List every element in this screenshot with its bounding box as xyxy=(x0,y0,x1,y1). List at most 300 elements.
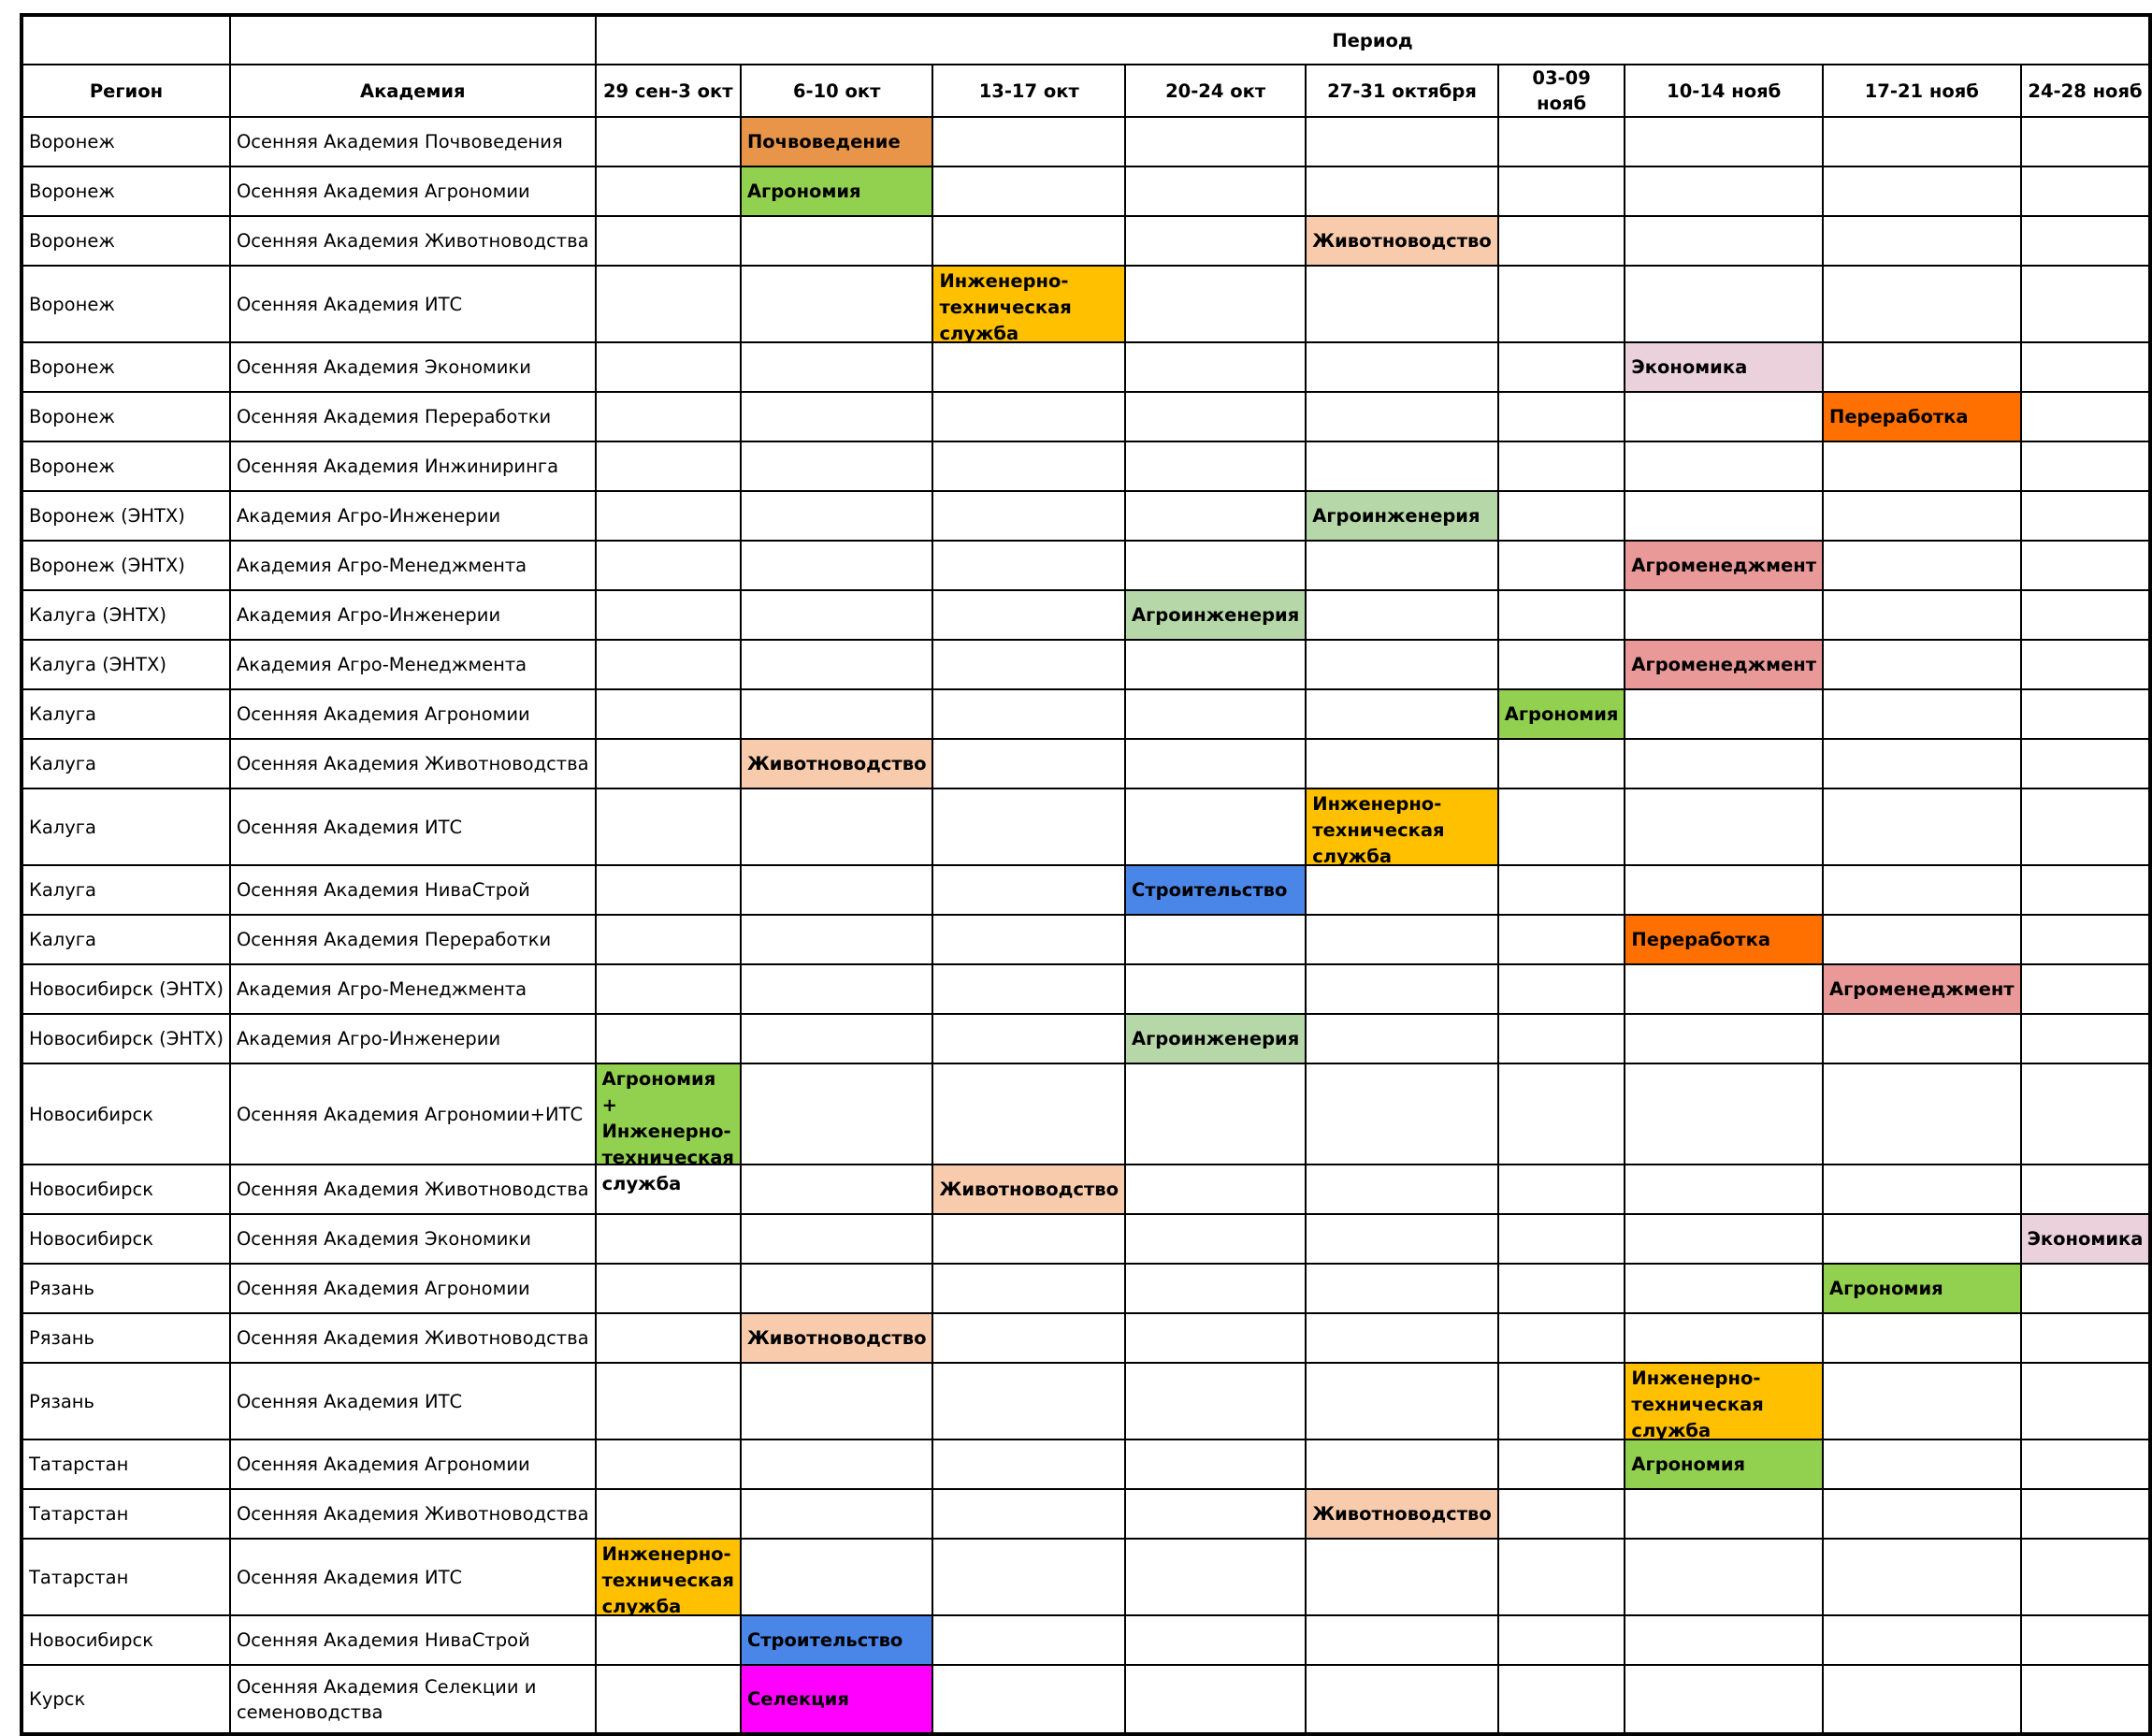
academy-cell: Осенняя Академия НиваСтрой xyxy=(230,1615,596,1665)
academy-cell: Академия Агро-Менеджмента xyxy=(230,541,596,590)
region-cell: Калуга xyxy=(22,739,230,788)
event-cell xyxy=(1625,915,1823,964)
empty-cell xyxy=(1625,491,1823,541)
empty-cell xyxy=(1498,1264,1625,1313)
table-row xyxy=(22,1313,2150,1363)
week-header: 17-21 нояб xyxy=(1823,65,2021,117)
empty-cell xyxy=(1306,541,1498,590)
empty-cell xyxy=(2021,1363,2151,1439)
event-cell xyxy=(2021,1214,2151,1264)
region-cell: Воронеж xyxy=(22,441,230,491)
event-label: Строительство xyxy=(1132,879,1288,901)
empty-cell xyxy=(1306,117,1498,166)
region-cell: Воронеж xyxy=(22,266,230,342)
empty-cell xyxy=(1125,915,1306,964)
empty-cell xyxy=(1306,1439,1498,1489)
region-cell: Воронеж xyxy=(22,117,230,166)
empty-cell xyxy=(1125,117,1306,166)
empty-cell xyxy=(1823,1014,2021,1063)
empty-cell xyxy=(741,216,933,266)
empty-cell xyxy=(741,1489,933,1539)
empty-cell xyxy=(1306,342,1498,392)
empty-cell xyxy=(1498,1363,1625,1439)
empty-cell xyxy=(1125,1165,1306,1214)
empty-cell xyxy=(596,689,741,739)
table-row xyxy=(22,441,2150,491)
event-label: Агрономия xyxy=(1829,1278,1943,1299)
empty-cell xyxy=(1498,590,1625,640)
empty-cell xyxy=(932,1489,1125,1539)
empty-cell xyxy=(1823,342,2021,392)
academy-cell: Осенняя Академия Переработки xyxy=(230,915,596,964)
event-label: Экономика xyxy=(2027,1228,2144,1250)
event-cell xyxy=(741,739,933,788)
empty-cell xyxy=(1498,865,1625,915)
academy-cell: Академия Агро-Инженерии xyxy=(230,590,596,640)
empty-cell xyxy=(1823,1313,2021,1363)
empty-cell xyxy=(1306,1165,1498,1214)
event-cell xyxy=(1625,342,1823,392)
region-cell: Калуга xyxy=(22,915,230,964)
academy-cell: Осенняя Академия Животноводства xyxy=(230,1165,596,1214)
academy-cell: Осенняя Академия Агрономии xyxy=(230,689,596,739)
empty-cell xyxy=(1125,689,1306,739)
region-cell: Новосибирск xyxy=(22,1165,230,1214)
week-header: 03-09 нояб xyxy=(1498,65,1625,117)
event-label: Агроменеджмент xyxy=(1631,555,1817,576)
empty-cell xyxy=(1498,788,1625,865)
event-cell xyxy=(1125,590,1306,640)
region-cell: Воронеж xyxy=(22,166,230,216)
event-label: Инженерно-техническая служба xyxy=(1631,1367,1764,1441)
empty-cell xyxy=(1498,216,1625,266)
event-cell xyxy=(1306,788,1498,865)
empty-cell xyxy=(1625,1313,1823,1363)
event-label: Строительство xyxy=(746,1629,903,1651)
event-label: Агроинженерия xyxy=(1312,505,1480,527)
column-header-academy: Академия xyxy=(230,65,596,117)
empty-cell xyxy=(1306,739,1498,788)
academy-cell: Осенняя Академия Экономики xyxy=(230,1214,596,1264)
empty-cell xyxy=(2021,392,2151,441)
column-headers-row xyxy=(22,65,2150,117)
empty-cell xyxy=(1625,1539,1823,1615)
empty-cell xyxy=(1306,1363,1498,1439)
empty-cell xyxy=(1823,640,2021,689)
empty-cell xyxy=(932,788,1125,865)
event-cell xyxy=(596,1539,741,1615)
empty-cell xyxy=(2021,541,2151,590)
empty-cell xyxy=(1498,441,1625,491)
empty-cell xyxy=(596,865,741,915)
empty-cell xyxy=(1125,788,1306,865)
empty-cell xyxy=(741,491,933,541)
empty-cell xyxy=(2021,640,2151,689)
week-header: 29 сен-3 окт xyxy=(596,65,741,117)
empty-cell xyxy=(596,915,741,964)
empty-cell xyxy=(1306,1665,1498,1734)
event-label: Агроинженерия xyxy=(1132,604,1300,626)
event-cell xyxy=(741,1665,933,1734)
empty-cell xyxy=(1625,1665,1823,1734)
empty-cell xyxy=(932,640,1125,689)
empty-cell xyxy=(932,915,1125,964)
empty-cell xyxy=(2021,1313,2151,1363)
empty-cell xyxy=(1125,441,1306,491)
empty-cell xyxy=(741,392,933,441)
empty-cell xyxy=(741,266,933,342)
academy-cell: Осенняя Академия Агрономии xyxy=(230,166,596,216)
week-header: 10-14 нояб xyxy=(1625,65,1823,117)
empty-cell xyxy=(1125,342,1306,392)
empty-cell xyxy=(1498,915,1625,964)
table-row xyxy=(22,1439,2150,1489)
empty-cell xyxy=(2021,441,2151,491)
empty-cell xyxy=(1125,1539,1306,1615)
empty-cell xyxy=(2021,1014,2151,1063)
event-label: Экономика xyxy=(1631,356,1748,378)
empty-cell xyxy=(932,1313,1125,1363)
empty-cell xyxy=(2021,1439,2151,1489)
table-row xyxy=(22,1665,2150,1734)
region-cell: Рязань xyxy=(22,1264,230,1313)
region-cell: Воронеж (ЭНТХ) xyxy=(22,541,230,590)
event-label: Переработка xyxy=(1829,406,1969,427)
empty-cell xyxy=(1306,1539,1498,1615)
region-cell: Калуга xyxy=(22,689,230,739)
empty-cell xyxy=(932,739,1125,788)
header-blank-academy xyxy=(230,15,596,65)
event-label: Животноводство xyxy=(1312,1503,1492,1525)
event-label: Инженерно-техническая служба xyxy=(939,270,1072,344)
empty-cell xyxy=(1306,1313,1498,1363)
empty-cell xyxy=(2021,1539,2151,1615)
event-label: Животноводство xyxy=(746,1327,927,1349)
empty-cell xyxy=(932,1264,1125,1313)
empty-cell xyxy=(596,1214,741,1264)
empty-cell xyxy=(1125,266,1306,342)
empty-cell xyxy=(596,590,741,640)
empty-cell xyxy=(1625,166,1823,216)
empty-cell xyxy=(1823,216,2021,266)
empty-cell xyxy=(596,640,741,689)
empty-cell xyxy=(1823,166,2021,216)
empty-cell xyxy=(741,640,933,689)
empty-cell xyxy=(2021,865,2151,915)
empty-cell xyxy=(1125,1489,1306,1539)
region-cell: Курск xyxy=(22,1665,230,1734)
table-row xyxy=(22,1489,2150,1539)
event-label: Агрономия xyxy=(1504,703,1619,725)
event-cell xyxy=(741,1313,933,1363)
academy-cell: Осенняя Академия ИТС xyxy=(230,1363,596,1439)
empty-cell xyxy=(1823,915,2021,964)
empty-cell xyxy=(1306,689,1498,739)
empty-cell xyxy=(1498,1615,1625,1665)
empty-cell xyxy=(596,1615,741,1665)
empty-cell xyxy=(932,964,1125,1014)
empty-cell xyxy=(1498,117,1625,166)
empty-cell xyxy=(1625,1489,1823,1539)
event-cell xyxy=(1125,1014,1306,1063)
region-cell: Калуга xyxy=(22,788,230,865)
empty-cell xyxy=(1498,266,1625,342)
empty-cell xyxy=(1625,441,1823,491)
empty-cell xyxy=(2021,342,2151,392)
table-row xyxy=(22,541,2150,590)
region-cell: Калуга (ЭНТХ) xyxy=(22,590,230,640)
empty-cell xyxy=(1306,1615,1498,1665)
table-row xyxy=(22,491,2150,541)
event-cell xyxy=(1625,1439,1823,1489)
empty-cell xyxy=(596,342,741,392)
schedule-body xyxy=(22,117,2150,1734)
table-row xyxy=(22,640,2150,689)
table-row xyxy=(22,1363,2150,1439)
empty-cell xyxy=(1498,1165,1625,1214)
empty-cell xyxy=(1125,1363,1306,1439)
empty-cell xyxy=(596,541,741,590)
empty-cell xyxy=(1125,216,1306,266)
empty-cell xyxy=(1306,1264,1498,1313)
table-row xyxy=(22,788,2150,865)
event-label: Инженерно-техническая служба xyxy=(1312,793,1445,867)
empty-cell xyxy=(1125,1665,1306,1734)
empty-cell xyxy=(596,1363,741,1439)
empty-cell xyxy=(1625,689,1823,739)
empty-cell xyxy=(1823,1363,2021,1439)
empty-cell xyxy=(932,491,1125,541)
region-cell: Воронеж xyxy=(22,216,230,266)
empty-cell xyxy=(1823,441,2021,491)
empty-cell xyxy=(1823,689,2021,739)
empty-cell xyxy=(1625,865,1823,915)
event-label: Животноводство xyxy=(1312,230,1492,252)
empty-cell xyxy=(1625,964,1823,1014)
empty-cell xyxy=(596,166,741,216)
empty-cell xyxy=(741,689,933,739)
empty-cell xyxy=(1498,541,1625,590)
table-row xyxy=(22,1264,2150,1313)
empty-cell xyxy=(741,1539,933,1615)
empty-cell xyxy=(1306,590,1498,640)
event-cell xyxy=(596,1063,741,1194)
empty-cell xyxy=(2021,1665,2151,1734)
empty-cell xyxy=(2021,166,2151,216)
event-label: Переработка xyxy=(1631,929,1770,950)
empty-cell xyxy=(1823,1665,2021,1734)
empty-cell xyxy=(932,541,1125,590)
week-header: 27-31 октября xyxy=(1306,65,1498,117)
empty-cell xyxy=(1625,1615,1823,1665)
empty-cell xyxy=(741,1214,933,1264)
empty-cell xyxy=(2021,689,2151,739)
empty-cell xyxy=(741,1014,933,1063)
empty-cell xyxy=(2021,739,2151,788)
academy-cell: Академия Агро-Менеджмента xyxy=(230,964,596,1014)
event-label: Агроменеджмент xyxy=(1829,978,2015,1000)
empty-cell xyxy=(2021,788,2151,865)
empty-cell xyxy=(1125,1063,1306,1165)
empty-cell xyxy=(1498,1665,1625,1734)
event-cell xyxy=(932,1165,1125,1214)
empty-cell xyxy=(1498,1539,1625,1615)
empty-cell xyxy=(1498,964,1625,1014)
schedule-table xyxy=(20,13,2152,1736)
empty-cell xyxy=(1625,1264,1823,1313)
region-cell: Рязань xyxy=(22,1363,230,1439)
empty-cell xyxy=(1498,392,1625,441)
empty-cell xyxy=(932,1665,1125,1734)
table-row xyxy=(22,1615,2150,1665)
region-cell: Новосибирск (ЭНТХ) xyxy=(22,964,230,1014)
empty-cell xyxy=(1498,166,1625,216)
empty-cell xyxy=(1823,1489,2021,1539)
week-header: 6-10 окт xyxy=(741,65,933,117)
empty-cell xyxy=(1625,392,1823,441)
region-cell: Татарстан xyxy=(22,1489,230,1539)
empty-cell xyxy=(741,1264,933,1313)
event-cell xyxy=(1625,1363,1823,1439)
empty-cell xyxy=(1125,1439,1306,1489)
empty-cell xyxy=(932,1014,1125,1063)
empty-cell xyxy=(1823,1615,2021,1665)
week-header: 20-24 окт xyxy=(1125,65,1306,117)
event-cell xyxy=(1125,865,1306,915)
empty-cell xyxy=(741,1363,933,1439)
empty-cell xyxy=(1306,915,1498,964)
empty-cell xyxy=(741,342,933,392)
empty-cell xyxy=(1125,1214,1306,1264)
empty-cell xyxy=(2021,1063,2151,1165)
table-row xyxy=(22,1539,2150,1615)
empty-cell xyxy=(741,788,933,865)
empty-cell xyxy=(596,1439,741,1489)
empty-cell xyxy=(1823,1539,2021,1615)
region-cell: Калуга xyxy=(22,865,230,915)
table-row xyxy=(22,590,2150,640)
empty-cell xyxy=(932,1439,1125,1489)
table-row xyxy=(22,865,2150,915)
event-cell xyxy=(1625,541,1823,590)
region-cell: Новосибирск xyxy=(22,1063,230,1165)
empty-cell xyxy=(2021,117,2151,166)
empty-cell xyxy=(596,441,741,491)
empty-cell xyxy=(1823,865,2021,915)
empty-cell xyxy=(932,441,1125,491)
empty-cell xyxy=(1125,1264,1306,1313)
empty-cell xyxy=(1625,1165,1823,1214)
event-label: Почвоведение xyxy=(746,131,901,152)
column-header-region: Регион xyxy=(22,65,230,117)
empty-cell xyxy=(596,266,741,342)
event-cell xyxy=(1625,640,1823,689)
event-label: Животноводство xyxy=(939,1179,1119,1200)
empty-cell xyxy=(596,1014,741,1063)
empty-cell xyxy=(1306,266,1498,342)
empty-cell xyxy=(1823,541,2021,590)
empty-cell xyxy=(741,1165,933,1214)
empty-cell xyxy=(1625,1214,1823,1264)
empty-cell xyxy=(2021,590,2151,640)
event-cell xyxy=(741,117,933,166)
empty-cell xyxy=(2021,1165,2151,1214)
table-row xyxy=(22,739,2150,788)
empty-cell xyxy=(1498,640,1625,689)
empty-cell xyxy=(2021,216,2151,266)
empty-cell xyxy=(1306,1063,1498,1165)
empty-cell xyxy=(1625,117,1823,166)
empty-cell xyxy=(1823,1439,2021,1489)
empty-cell xyxy=(1625,739,1823,788)
empty-cell xyxy=(596,392,741,441)
empty-cell xyxy=(596,491,741,541)
empty-cell xyxy=(1498,1214,1625,1264)
empty-cell xyxy=(596,1665,741,1734)
empty-cell xyxy=(596,216,741,266)
empty-cell xyxy=(1625,216,1823,266)
academy-cell: Осенняя Академия Животноводства xyxy=(230,1489,596,1539)
empty-cell xyxy=(932,590,1125,640)
header-row-top xyxy=(22,15,2150,65)
event-label: Инженерно-техническая служба xyxy=(601,1543,734,1617)
event-label: Агроинженерия xyxy=(1132,1028,1300,1049)
table-row xyxy=(22,342,2150,392)
academy-cell: Осенняя Академия ИТС xyxy=(230,1539,596,1615)
empty-cell xyxy=(1306,1214,1498,1264)
empty-cell xyxy=(1498,739,1625,788)
empty-cell xyxy=(1306,166,1498,216)
region-cell: Новосибирск (ЭНТХ) xyxy=(22,1014,230,1063)
event-cell xyxy=(1823,1264,2021,1313)
empty-cell xyxy=(1306,640,1498,689)
empty-cell xyxy=(1125,1313,1306,1363)
empty-cell xyxy=(741,964,933,1014)
empty-cell xyxy=(596,739,741,788)
empty-cell xyxy=(1125,392,1306,441)
table-row xyxy=(22,166,2150,216)
table-row xyxy=(22,392,2150,441)
empty-cell xyxy=(596,1489,741,1539)
empty-cell xyxy=(741,865,933,915)
empty-cell xyxy=(1125,739,1306,788)
region-cell: Рязань xyxy=(22,1313,230,1363)
empty-cell xyxy=(2021,964,2151,1014)
region-cell: Татарстан xyxy=(22,1539,230,1615)
region-cell: Новосибирск xyxy=(22,1214,230,1264)
region-cell: Калуга (ЭНТХ) xyxy=(22,640,230,689)
empty-cell xyxy=(2021,1615,2151,1665)
event-cell xyxy=(1498,689,1625,739)
empty-cell xyxy=(1625,788,1823,865)
empty-cell xyxy=(1306,1014,1498,1063)
academy-cell: Осенняя Академия Переработки xyxy=(230,392,596,441)
event-label: Селекция xyxy=(746,1688,849,1710)
academy-cell: Осенняя Академия Агрономии xyxy=(230,1439,596,1489)
academy-cell: Осенняя Академия Инжиниринга xyxy=(230,441,596,491)
table-row xyxy=(22,964,2150,1014)
table-row xyxy=(22,1165,2150,1214)
empty-cell xyxy=(1823,788,2021,865)
event-cell xyxy=(741,1615,933,1665)
table-row xyxy=(22,1214,2150,1264)
empty-cell xyxy=(932,342,1125,392)
region-cell: Воронеж xyxy=(22,392,230,441)
empty-cell xyxy=(1823,1063,2021,1165)
academy-cell: Осенняя Академия ИТС xyxy=(230,266,596,342)
empty-cell xyxy=(1125,640,1306,689)
empty-cell xyxy=(1125,541,1306,590)
